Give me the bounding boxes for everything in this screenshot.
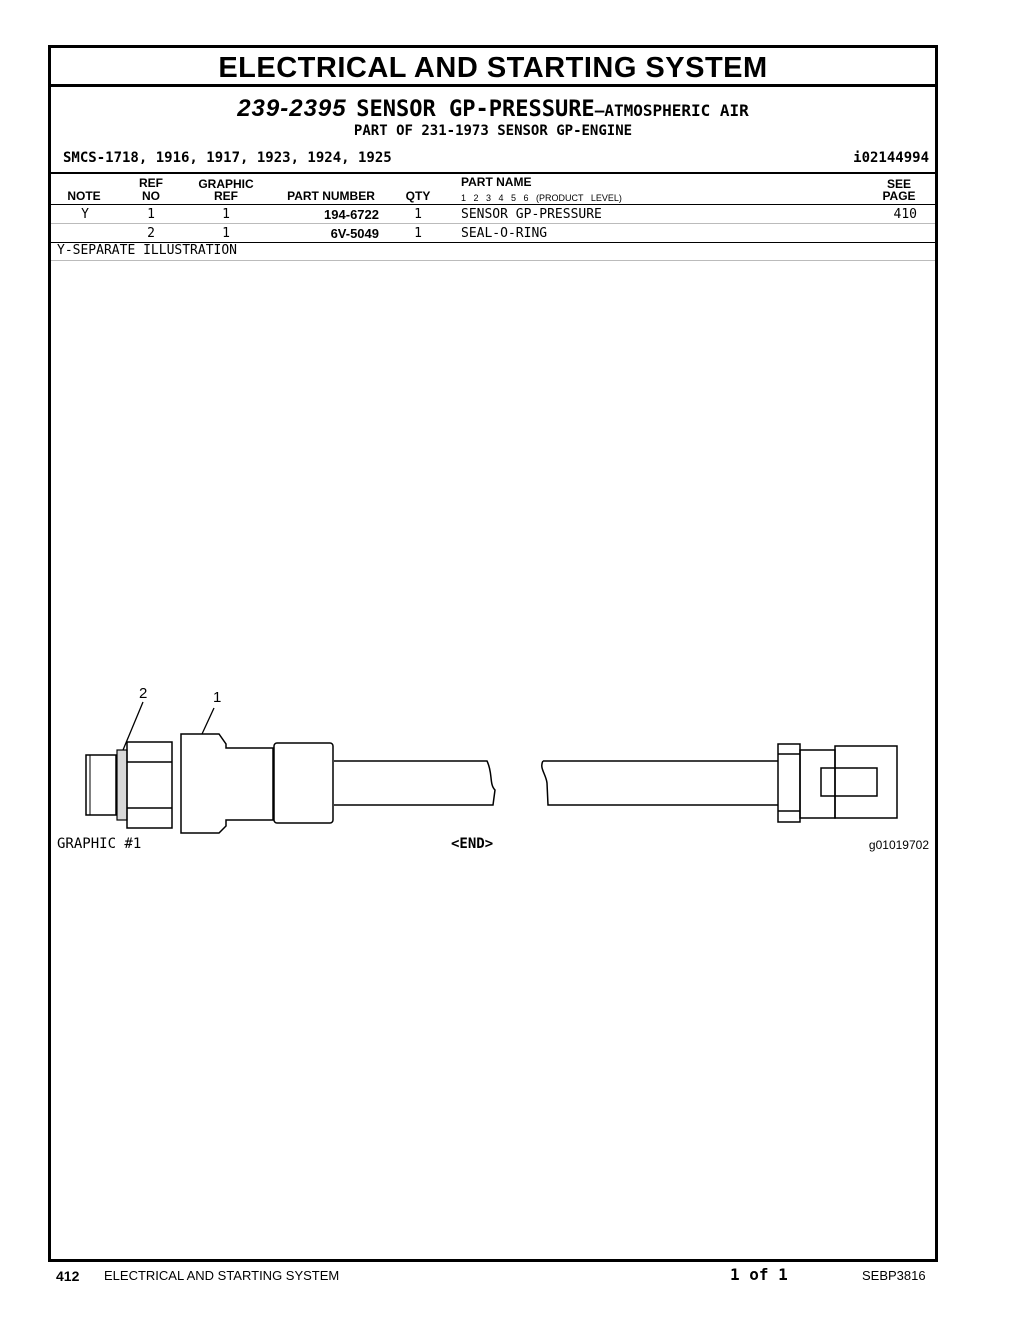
sensor-body xyxy=(181,734,273,833)
page-of: 1 of 1 xyxy=(730,1265,788,1284)
row-qty: 1 xyxy=(414,207,422,222)
doc-number: SEBP3816 xyxy=(862,1268,926,1283)
page-frame xyxy=(48,45,938,1262)
col-part-number: PART NUMBER xyxy=(287,189,375,203)
smcs-codes: SMCS-1718, 1916, 1917, 1923, 1924, 1925 xyxy=(63,150,392,166)
row-ref-no: 2 xyxy=(147,226,155,241)
col-ref-top: REF xyxy=(139,176,163,190)
cable-right xyxy=(542,761,778,805)
part-heading xyxy=(51,95,935,123)
col-see-top: SEE xyxy=(886,177,911,191)
col-see-bottom: PAGE xyxy=(882,189,916,203)
hex-nut xyxy=(127,742,172,828)
col-graphic-top: GRAPHIC xyxy=(198,177,254,191)
callout-2: 2 xyxy=(139,685,148,702)
col-ref-bottom: NO xyxy=(142,189,160,203)
graphic-id: g01019702 xyxy=(868,838,929,852)
col-qty: QTY xyxy=(405,189,431,203)
row-part-name: SEAL-O-RING xyxy=(461,226,548,241)
col-note: NOTE xyxy=(67,189,101,203)
o-ring-seal xyxy=(117,750,127,820)
sensor-illustration xyxy=(51,668,935,848)
section-title: ELECTRICAL AND STARTING SYSTEM xyxy=(51,48,935,87)
row-part-number: 194-6722 xyxy=(324,207,379,222)
end-connector-plug xyxy=(835,746,897,818)
header-rule xyxy=(51,204,935,205)
row-part-number: 6V-5049 xyxy=(330,226,379,241)
row-ref-no: 1 xyxy=(147,207,155,222)
part-suffix-heading: —ATMOSPHERIC AIR xyxy=(594,101,749,120)
col-product-levels: 1 2 3 4 5 6 (PRODUCT LEVEL) xyxy=(461,193,622,203)
end-label: <END> xyxy=(451,836,494,852)
row-rule xyxy=(51,223,935,224)
document-id: i02144994 xyxy=(853,150,929,166)
cable-left xyxy=(334,761,495,805)
part-of-line: PART OF 231-1973 SENSOR GP-ENGINE xyxy=(353,123,633,139)
row-graphic-ref: 1 xyxy=(222,207,230,222)
part-number-heading: 239-2395 xyxy=(237,95,347,122)
footer-section: ELECTRICAL AND STARTING SYSTEM xyxy=(104,1268,340,1283)
row-see-page: 410 xyxy=(893,207,917,222)
table-top-rule xyxy=(51,172,935,174)
callout-1: 1 xyxy=(213,689,222,706)
note-rule xyxy=(51,260,935,261)
graphic-label: GRAPHIC #1 xyxy=(57,836,142,852)
row-qty: 1 xyxy=(414,226,422,241)
page-number: 412 xyxy=(56,1268,80,1284)
connector-collar xyxy=(274,743,333,823)
row-note: Y xyxy=(81,207,89,222)
row-graphic-ref: 1 xyxy=(222,226,230,241)
part-name-heading: SENSOR GP-PRESSURE xyxy=(356,97,595,122)
row-part-name: SENSOR GP-PRESSURE xyxy=(461,207,602,222)
col-graphic-bottom: REF xyxy=(214,189,238,203)
col-part-name: PART NAME xyxy=(461,175,532,189)
note-legend: Y-SEPARATE ILLUSTRATION xyxy=(57,243,238,258)
